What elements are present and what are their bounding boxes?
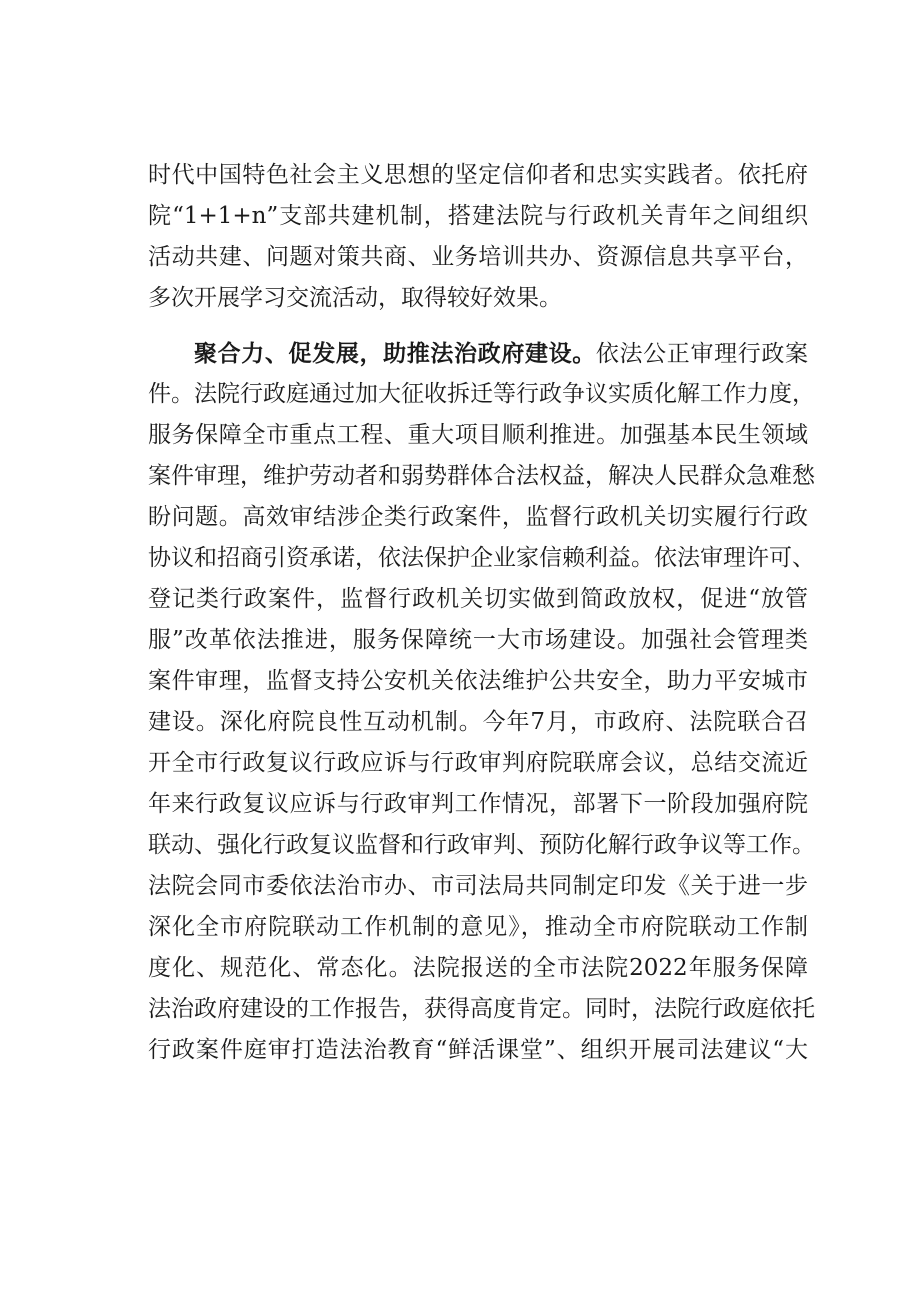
text-line: 年来行政复议应诉与行政审判工作情况，部署下一阶段加强府院	[148, 791, 808, 817]
text-line: 开全市行政复议行政应诉与行政审判府院联席会议，总结交流近	[148, 750, 808, 776]
text-line: 建设。深化府院良性互动机制。今年7月，市政府、法院联合召	[148, 709, 808, 735]
text-line: 服务保障全市重点工程、重大项目顺利推进。加强基本民生领域	[148, 422, 808, 448]
paragraph-gap	[148, 319, 808, 333]
text-line: 法院会同市委依法治市办、市司法局共同制定印发《关于进一步	[148, 873, 808, 899]
text-line: 盼问题。高效审结涉企类行政案件，监督行政机关切实履行行政	[148, 504, 808, 530]
text-line: 行政案件庭审打造法治教育“鲜活课堂”、组织开展司法建议“大	[148, 1037, 808, 1063]
text-line: 多次开展学习交流活动，取得较好效果。	[148, 285, 562, 311]
text-line: 案件审理，监督支持公安机关依法维护公共安全，助力平安城市	[148, 668, 808, 694]
paragraph-first-line	[148, 333, 808, 374]
text-line: 服”改革依法推进，服务保障统一大市场建设。加强社会管理类	[148, 627, 808, 653]
text-line: 联动、强化行政复议监督和行政审判、预防化解行政争议等工作。	[148, 832, 815, 858]
paragraph-2	[148, 333, 815, 1071]
text-line: 法治政府建设的工作报告，获得高度肯定。同时，法院行政庭依托	[148, 996, 815, 1022]
text-line: 件。法院行政庭通过加大征收拆迁等行政争议实质化解工作力度，	[148, 381, 815, 407]
text-line: 登记类行政案件，监督行政机关切实做到简政放权，促进“放管	[148, 586, 808, 612]
text-line: 协议和招商引资承诺，依法保护企业家信赖利益。依法审理许可、	[148, 545, 815, 571]
paragraph-1	[148, 155, 808, 319]
text-line: 度化、规范化、常态化。法院报送的全市法院2022年服务保障	[148, 955, 808, 981]
text-line: 院“1+1+n”支部共建机制，搭建法院与行政机关青年之间组织	[148, 203, 808, 229]
text-line: 深化全市府院联动工作机制的意见》，推动全市府院联动工作制	[148, 914, 808, 940]
section-heading: 聚合力、促发展，助推法治政府建设。	[194, 340, 596, 367]
text-line: 案件审理，维护劳动者和弱势群体合法权益，解决人民群众急难愁	[148, 463, 815, 489]
text-run: 依法公正审理行政案	[595, 341, 809, 367]
text-line: 时代中国特色社会主义思想的坚定信仰者和忠实实践者。依托府	[148, 162, 808, 188]
text-line: 活动共建、问题对策共商、业务培训共办、资源信息共享平台，	[148, 244, 808, 270]
document-body	[148, 155, 815, 1071]
